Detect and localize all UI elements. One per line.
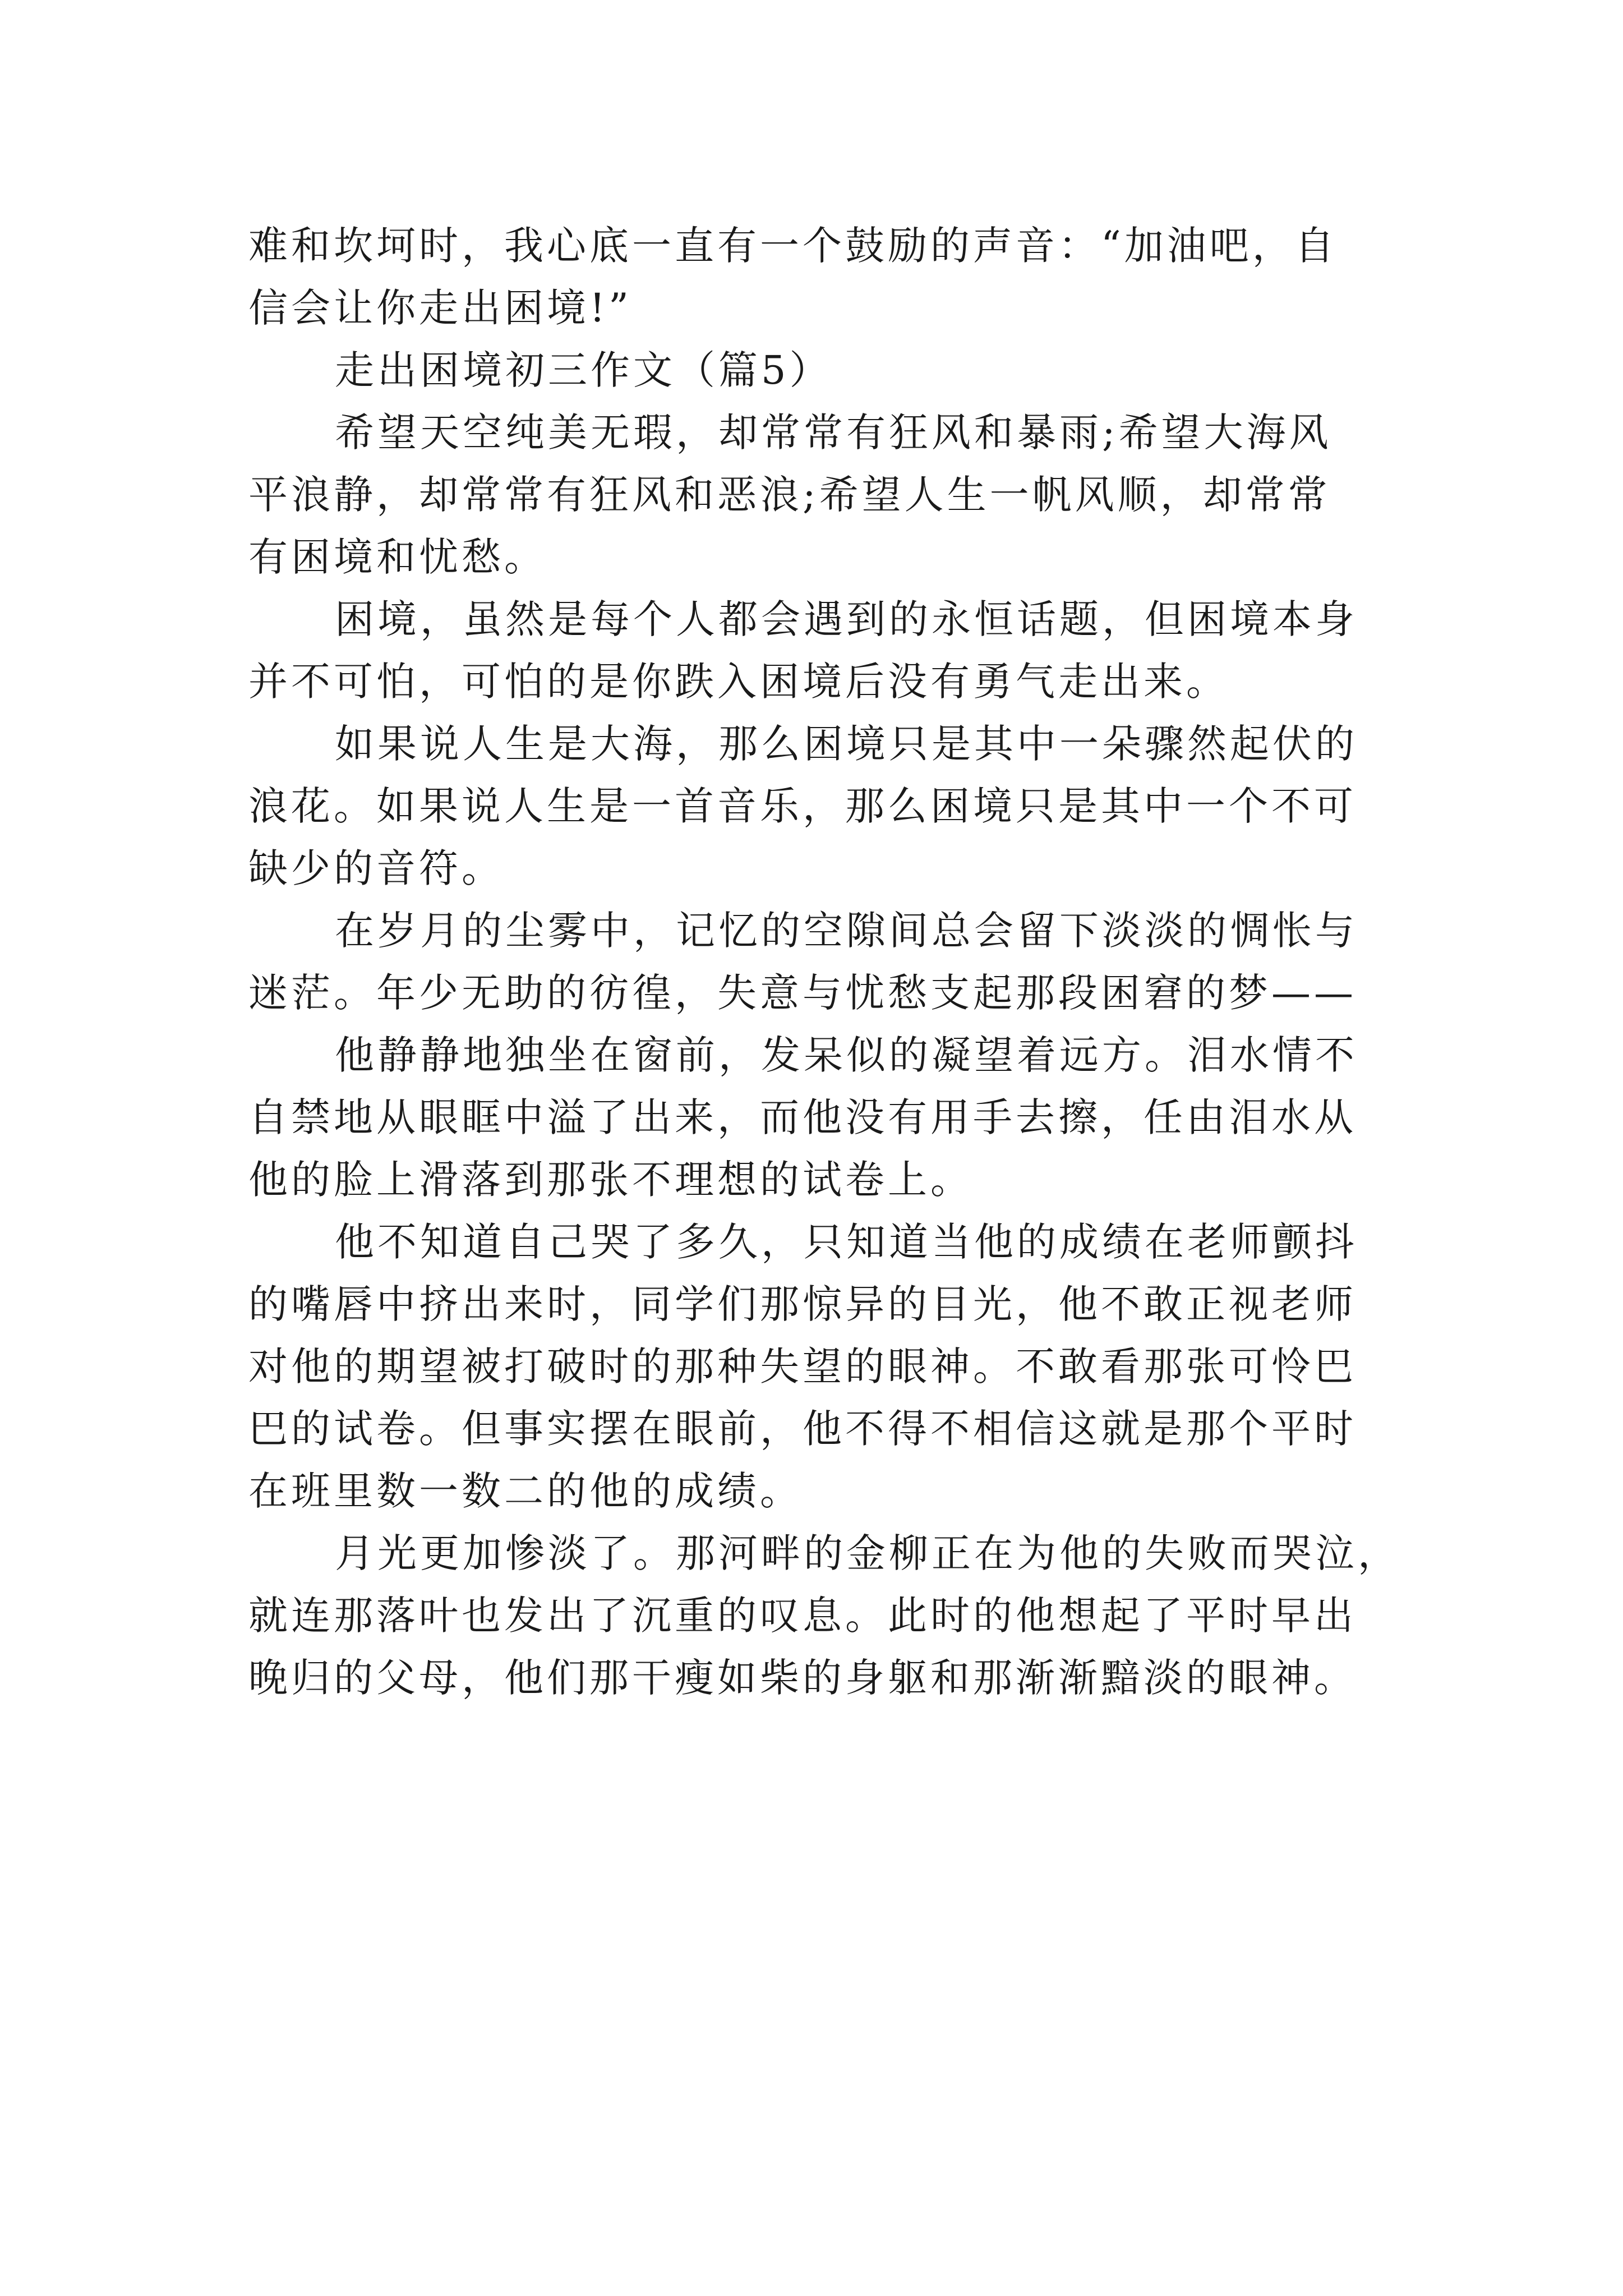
text-line: 晚归的父母，他们那干瘦如柴的身躯和那渐渐黯淡的眼神。: [248, 1655, 1357, 1701]
text-line: 巴的试卷。但事实摆在眼前，他不得不相信这就是那个平时: [248, 1406, 1357, 1452]
text-line: 他静静地独坐在窗前，发呆似的凝望着远方。泪水情不: [335, 1032, 1358, 1078]
text-line: 在班里数一数二的他的成绩。: [248, 1468, 803, 1514]
section-heading: 走出困境初三作文（篇5）: [335, 347, 832, 393]
text-line: 信会让你走出困境!”: [248, 285, 632, 331]
body-text: [248, 215, 1400, 1709]
text-line: 月光更加惨淡了。那河畔的金柳正在为他的失败而哭泣，: [335, 1530, 1400, 1576]
text-line: 有困境和忧愁。: [248, 534, 547, 580]
text-line: 在岁月的尘雾中，记忆的空隙间总会留下淡淡的惆怅与: [335, 908, 1358, 954]
text-line: 自禁地从眼眶中溢了出来，而他没有用手去擦，任由泪水从: [248, 1094, 1357, 1140]
text-line: 他不知道自己哭了多久，只知道当他的成绩在老师颤抖: [335, 1219, 1358, 1265]
text-line: 困境，虽然是每个人都会遇到的永恒话题，但困境本身: [335, 596, 1358, 642]
text-line: 他的脸上滑落到那张不理想的试卷上。: [248, 1157, 973, 1203]
text-line: 难和坎坷时，我心底一直有一个鼓励的声音：“加油吧，自: [248, 223, 1338, 269]
text-line: 如果说人生是大海，那么困境只是其中一朵骤然起伏的: [335, 721, 1358, 767]
text-line: 就连那落叶也发出了沉重的叹息。此时的他想起了平时早出: [248, 1593, 1357, 1639]
text-line: 对他的期望被打破时的那种失望的眼神。不敢看那张可怜巴: [248, 1343, 1357, 1389]
text-line: 的嘴唇中挤出来时，同学们那惊异的目光，他不敢正视老师: [248, 1281, 1357, 1327]
text-line: 浪花。如果说人生是一首音乐，那么困境只是其中一个不可: [248, 783, 1357, 829]
text-line: 迷茫。年少无助的彷徨，失意与忧愁支起那段困窘的梦——: [248, 970, 1357, 1016]
text-line: 希望天空纯美无瑕，却常常有狂风和暴雨;希望大海风: [335, 409, 1332, 455]
text-line: 平浪静，却常常有狂风和恶浪;希望人生一帆风顺，却常常: [248, 472, 1331, 518]
text-line: 并不可怕，可怕的是你跌入困境后没有勇气走出来。: [248, 659, 1229, 705]
text-line: 缺少的音符。: [248, 845, 504, 891]
